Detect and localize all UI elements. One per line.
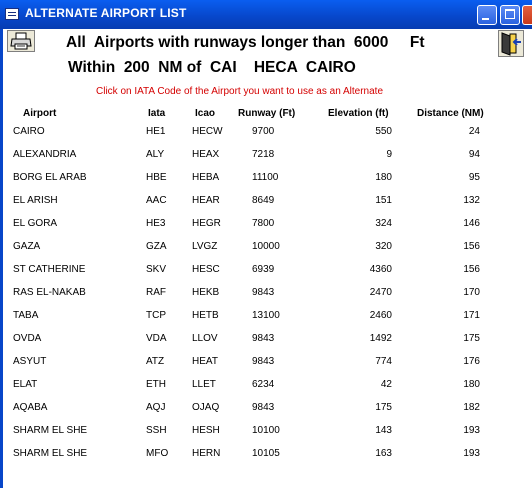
- distance: 132: [463, 195, 480, 206]
- airport-name: OVDA: [13, 333, 42, 344]
- iata-code-link[interactable]: ALY: [146, 149, 165, 160]
- airport-name: SHARM EL SHE: [13, 448, 88, 459]
- icao-code: HEGR: [192, 218, 221, 229]
- distance: 180: [463, 379, 480, 390]
- distance: 171: [463, 310, 480, 321]
- iata-code-link[interactable]: HBE: [146, 172, 167, 183]
- iata-code-link[interactable]: TCP: [146, 310, 166, 321]
- runway-length: 7800: [252, 218, 275, 229]
- column-header-elevation: Elevation (ft): [328, 108, 389, 119]
- iata-code-link[interactable]: HE1: [146, 126, 166, 137]
- table-row: [0, 126, 532, 148]
- column-header-iata: Iata: [148, 108, 166, 119]
- airport-name: GAZA: [13, 241, 41, 252]
- column-header-distance: Distance (NM): [417, 108, 484, 119]
- title-bar: [0, 0, 532, 29]
- elevation: 320: [375, 241, 392, 252]
- iata-code-link[interactable]: RAF: [146, 287, 166, 298]
- distance: 156: [463, 264, 480, 275]
- icao-code: HECW: [192, 126, 223, 137]
- runway-length: 10000: [252, 241, 280, 252]
- airport-name: ST CATHERINE: [13, 264, 86, 275]
- table-row: [0, 356, 532, 378]
- runway-length: 6234: [252, 379, 275, 390]
- iata-code-link[interactable]: VDA: [146, 333, 167, 344]
- distance: 95: [468, 172, 480, 183]
- airport-name: CAIRO: [13, 126, 45, 137]
- table-row: [0, 333, 532, 355]
- runway-length: 9700: [252, 126, 275, 137]
- runway-length: 8649: [252, 195, 275, 206]
- runway-length: 7218: [252, 149, 275, 160]
- airport-name: ELAT: [13, 379, 38, 390]
- airport-name: ASYUT: [13, 356, 47, 367]
- table-row: [0, 172, 532, 194]
- table-row: [0, 379, 532, 401]
- distance: 193: [463, 448, 480, 459]
- icao-code: HERN: [192, 448, 221, 459]
- icao-code: OJAQ: [192, 402, 220, 413]
- distance: 193: [463, 425, 480, 436]
- elevation: 550: [375, 126, 392, 137]
- table-row: [0, 264, 532, 286]
- icao-code: HETB: [192, 310, 219, 321]
- iata-code-link[interactable]: HE3: [146, 218, 166, 229]
- icao-code: HEAR: [192, 195, 220, 206]
- icao-code: LVGZ: [192, 241, 218, 252]
- column-header-icao: Icao: [195, 108, 216, 119]
- distance: 176: [463, 356, 480, 367]
- elevation: 2470: [369, 287, 392, 298]
- table-row: [0, 402, 532, 424]
- airport-name: AQABA: [13, 402, 48, 413]
- table-row: [0, 310, 532, 332]
- table-row: [0, 425, 532, 447]
- distance: 156: [463, 241, 480, 252]
- elevation: 163: [375, 448, 392, 459]
- elevation: 774: [375, 356, 392, 367]
- window-title: ALTERNATE AIRPORT LIST: [25, 6, 187, 20]
- distance: 182: [463, 402, 480, 413]
- elevation: 175: [375, 402, 392, 413]
- runway-length: 9843: [252, 402, 275, 413]
- distance: 24: [468, 126, 480, 137]
- iata-code-link[interactable]: ETH: [146, 379, 166, 390]
- elevation: 4360: [369, 264, 392, 275]
- criteria-line-2: Within 200 NM of CAI HECA CAIRO: [68, 59, 356, 76]
- iata-code-link[interactable]: SKV: [146, 264, 167, 275]
- selection-hint: Click on IATA Code of the Airport you want to use as an Alternate: [96, 86, 384, 97]
- exit-button[interactable]: [498, 30, 524, 57]
- icao-code: HEAX: [192, 149, 220, 160]
- iata-code-link[interactable]: GZA: [146, 241, 167, 252]
- distance: 170: [463, 287, 480, 298]
- iata-code-link[interactable]: AAC: [146, 195, 167, 206]
- icao-code: HESH: [192, 425, 220, 436]
- elevation: 180: [375, 172, 392, 183]
- column-header-airport: Airport: [23, 108, 57, 119]
- runway-length: 10100: [252, 425, 280, 436]
- column-header-runway: Runway (Ft): [238, 108, 296, 119]
- close-button[interactable]: [522, 5, 532, 25]
- iata-code-link[interactable]: AQJ: [146, 402, 166, 413]
- maximize-button[interactable]: [500, 5, 520, 25]
- airport-name: TABA: [13, 310, 39, 321]
- runway-length: 6939: [252, 264, 275, 275]
- distance: 146: [463, 218, 480, 229]
- exit-door-icon: [499, 31, 523, 56]
- runway-length: 13100: [252, 310, 280, 321]
- elevation: 151: [375, 195, 392, 206]
- distance: 175: [463, 333, 480, 344]
- icao-code: HEBA: [192, 172, 220, 183]
- iata-code-link[interactable]: ATZ: [146, 356, 165, 367]
- airport-name: RAS EL-NAKAB: [13, 287, 86, 298]
- window-app-icon: [5, 8, 19, 20]
- icao-code: HEAT: [192, 356, 218, 367]
- elevation: 42: [380, 379, 392, 390]
- table-row: [0, 195, 532, 217]
- elevation: 1492: [369, 333, 392, 344]
- airport-name: SHARM EL SHE: [13, 425, 88, 436]
- criteria-line-1: All Airports with runways longer than 6000 Ft: [66, 34, 425, 51]
- distance: 94: [468, 149, 480, 160]
- icao-code: LLET: [192, 379, 216, 390]
- icao-code: LLOV: [192, 333, 218, 344]
- airport-name: EL ARISH: [13, 195, 58, 206]
- elevation: 9: [386, 149, 392, 160]
- runway-length: 9843: [252, 333, 275, 344]
- table-row: [0, 149, 532, 171]
- icao-code: HESC: [192, 264, 220, 275]
- airport-name: BORG EL ARAB: [13, 172, 87, 183]
- minimize-button[interactable]: [477, 5, 497, 25]
- table-row: [0, 218, 532, 240]
- elevation: 143: [375, 425, 392, 436]
- iata-code-link[interactable]: MFO: [146, 448, 169, 459]
- runway-length: 10105: [252, 448, 280, 459]
- icao-code: HEKB: [192, 287, 220, 298]
- elevation: 324: [375, 218, 392, 229]
- iata-code-link[interactable]: SSH: [146, 425, 167, 436]
- airport-name: EL GORA: [13, 218, 58, 229]
- runway-length: 9843: [252, 287, 275, 298]
- airport-name: ALEXANDRIA: [13, 149, 77, 160]
- table-row: [0, 241, 532, 263]
- elevation: 2460: [369, 310, 392, 321]
- runway-length: 9843: [252, 356, 275, 367]
- runway-length: 11100: [252, 172, 279, 183]
- table-row: [0, 448, 532, 470]
- table-row: [0, 287, 532, 309]
